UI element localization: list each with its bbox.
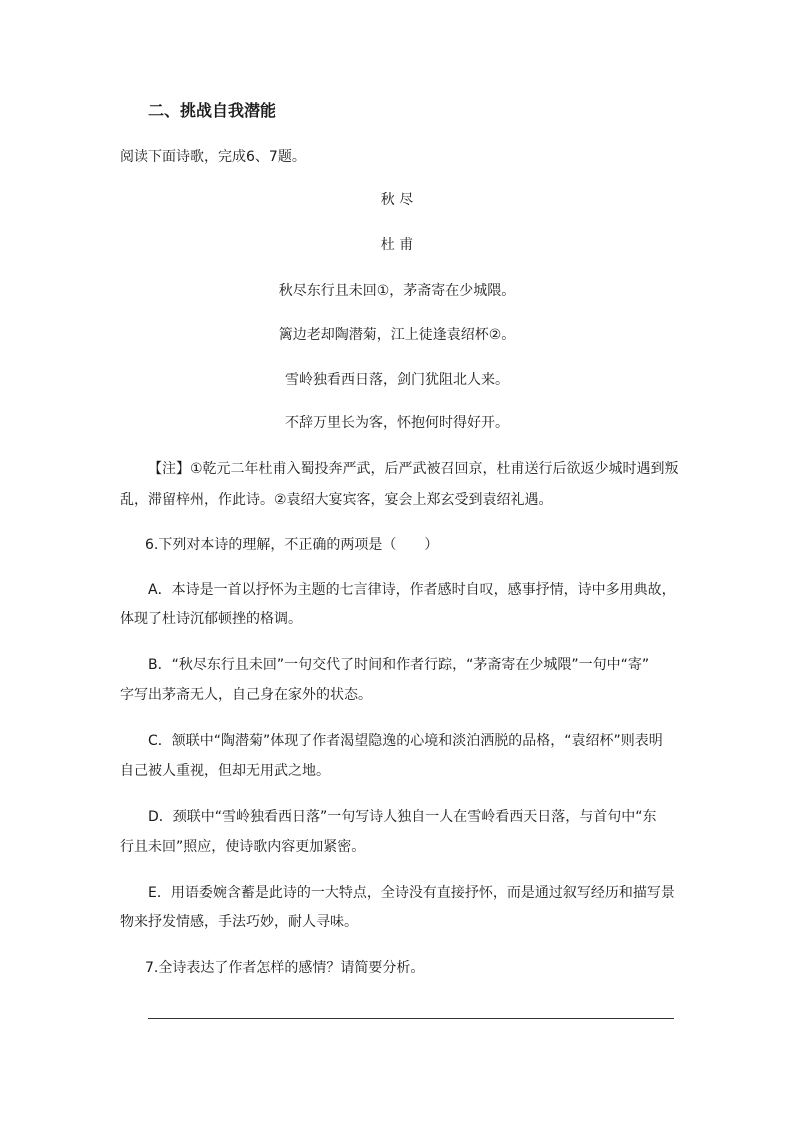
option-b-line-1: B．“秋尽东行且未回”一句交代了时间和作者行踪，“茅斋寄在少城隈”一句中“寄” [148,657,650,673]
section-instruction: 阅读下面诗歌，完成6、7题。 [120,149,306,165]
poem-line-1: 秋尽东行且未回①，茅斋寄在少城隈。 [278,283,516,299]
option-a-line-2: 体现了杜诗沉郁顿挫的格调。 [120,611,302,627]
poem-title: 秋 尽 [380,192,414,208]
poem-author: 杜 甫 [380,237,414,253]
poem-line-3: 雪岭独看西日落，剑门犹阻北人来。 [285,372,509,388]
option-e-line-1: E．用语委婉含蓄是此诗的一大特点，全诗没有直接抒怀，而是通过叙写经历和描写景 [148,885,675,901]
answer-line[interactable] [148,1018,674,1019]
option-c-line-2: 自己被人重视，但却无用武之地。 [120,763,330,779]
option-e-line-2: 物来抒发情感，手法巧妙，耐人寻味。 [120,914,358,930]
poem-line-4: 不辞万里长为客，怀抱何时得好开。 [285,415,509,431]
note-line-1: 【注】①乾元二年杜甫入蜀投奔严武，后严武被召回京，杜甫送行后欲返少城时遇到叛 [148,461,679,477]
option-d-line-1: D．颈联中“雪岭独看西日落”一句写诗人独自一人在雪岭看西天日落，与首句中“东 [148,809,657,825]
section-heading: 二、挑战自我潜能 [148,101,277,120]
option-c-line-1: C．颔联中“陶潜菊”体现了作者渴望隐逸的心境和淡泊洒脱的品格，“袁绍杯”则表明 [148,733,663,749]
option-d-line-2: 行且未回”照应，使诗歌内容更加紧密。 [120,839,366,855]
option-a-line-1: A．本诗是一首以抒怀为主题的七言律诗，作者感时自叹，感事抒情，诗中多用典故， [148,582,676,598]
question-7-stem: 7.全诗表达了作者怎样的感情？请简要分析。 [145,960,425,976]
option-b-line-2: 字写出茅斋无人，自己身在家外的状态。 [120,687,372,703]
note-line-2: 乱，滞留梓州，作此诗。②袁绍大宴宾客，宴会上郑玄受到袁绍礼遇。 [120,492,553,508]
question-6-stem: 6.下列对本诗的理解，不正确的两项是（ ） [145,537,439,553]
poem-line-2: 篱边老却陶潜菊，江上徒逢袁绍杯②。 [278,327,516,343]
